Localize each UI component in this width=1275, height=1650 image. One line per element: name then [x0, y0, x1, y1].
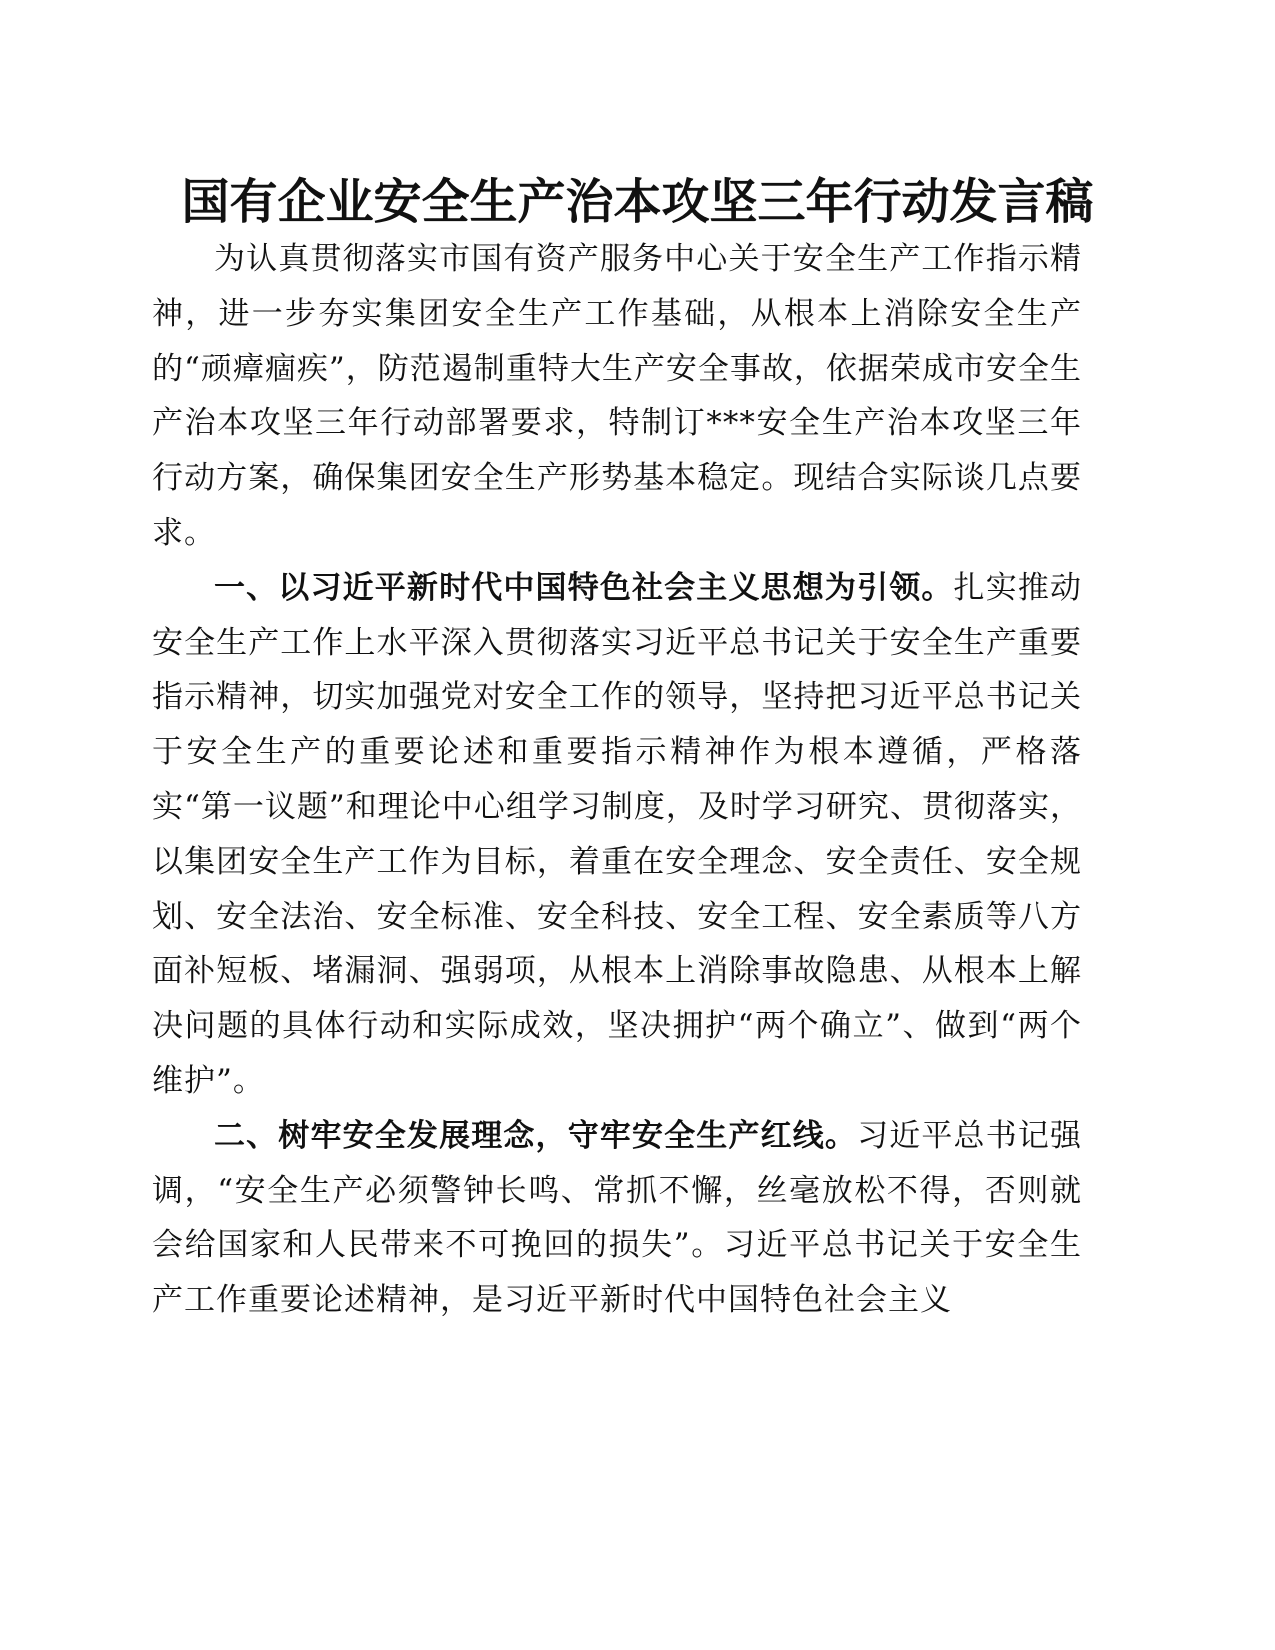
section-2-text: 习近平总书记强调，“安全生产必须警钟长鸣、常抓不懈，丝毫放松不得，否则就会给国家和人民带来不可挽回的损失”。习近平总书记关于安全生产工作重要论述精神，是习近平新时代中国特色社会主义	[152, 1117, 1083, 1319]
paragraph-intro	[152, 232, 1082, 561]
paragraph-section-2	[152, 1109, 1082, 1328]
section-1-text: 扎实推动安全生产工作上水平深入贯彻落实习近平总书记关于安全生产重要指示精神，切实加强党对安全工作的领导，坚持把习近平总书记关于安全生产的重要论述和重要指示精神作为根本遵循，严格落实“第一议题”和理论中心组学习制度，及时学习研究、贯彻落实，以集团安全生产工作为目标，着重在安全理念、安全责任、安全规划、安全法治、安全标准、安全科技、安全工程、安全素质等八方面补短板、堵漏洞、强弱项，从根本上消除事故隐患、从根本上解决问题的具体行动和实际成效，坚决拥护“两个确立”、做到“两个维护”。	[152, 569, 1083, 1099]
document-body	[152, 232, 1082, 1328]
section-2-heading: 二、树牢安全发展理念，守牢安全生产红线。	[214, 1117, 858, 1154]
paragraph-intro-text: 为认真贯彻落实市国有资产服务中心关于安全生产工作指示精神，进一步夯实集团安全生产工作基础，从根本上消除安全生产的“顽瘴痼疾”，防范遏制重特大生产安全事故，依据荣成市安全生产治本攻坚三年行动部署要求，特制订***安全生产治本攻坚三年行动方案，确保集团安全生产形势基本稳定。现结合实际谈几点要求。	[152, 241, 1082, 551]
paragraph-section-1	[152, 561, 1082, 1109]
section-1-heading: 一、以习近平新时代中国特色社会主义思想为引领。	[214, 569, 954, 606]
document-title: 国有企业安全生产治本攻坚三年行动发言稿	[181, 174, 1094, 230]
